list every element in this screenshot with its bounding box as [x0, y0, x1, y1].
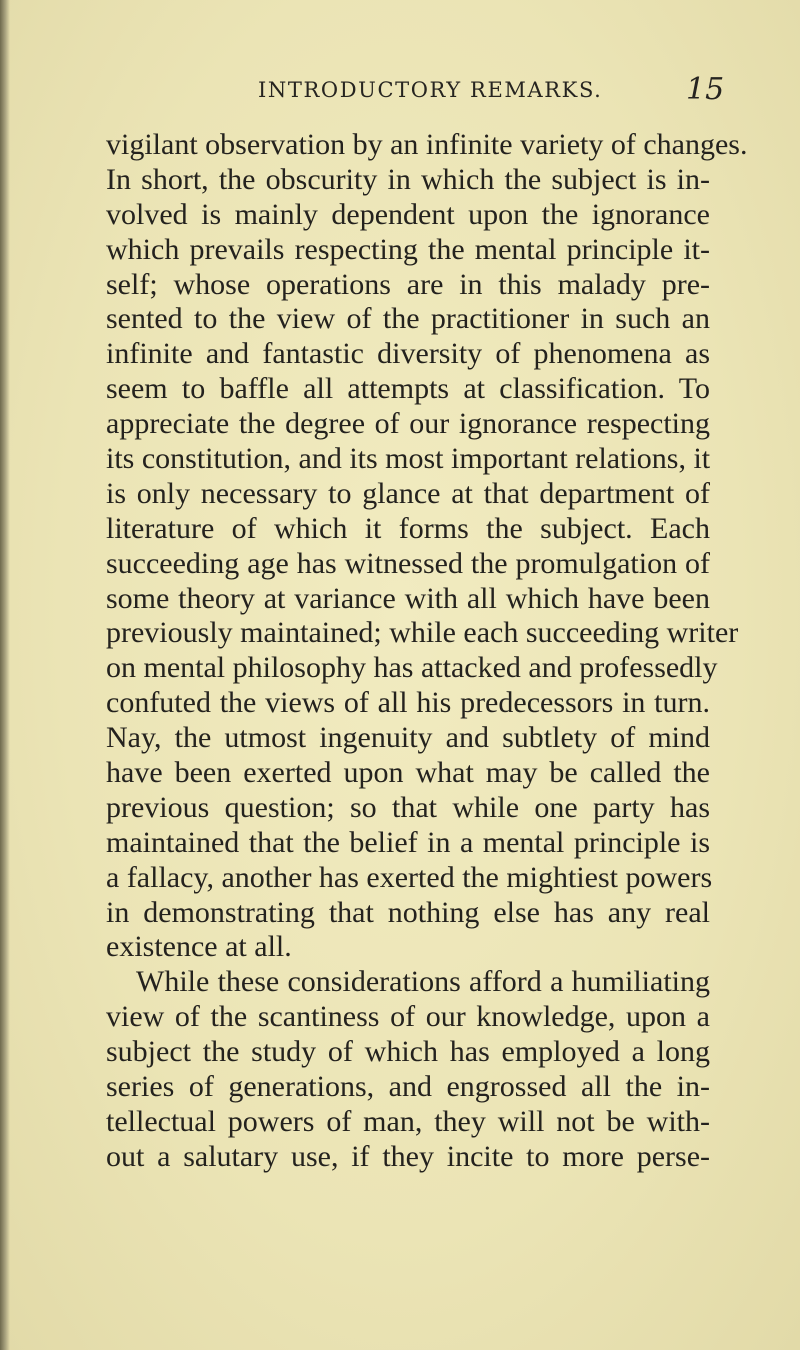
text-line: In short, the obscurity in which the subject is in- [106, 162, 710, 196]
text-line: sented to the view of the practitioner in such an [106, 302, 710, 336]
running-title: INTRODUCTORY REMARKS. [258, 78, 603, 102]
text-line: out a salutary use, if they incite to more perse- [106, 1139, 710, 1173]
text-line: which prevails respecting the mental principle it- [106, 232, 710, 266]
text-line: subject the study of which has employed a long [106, 1035, 710, 1069]
text-line: appreciate the degree of our ignorance respecting [106, 407, 710, 441]
body-text [106, 128, 748, 1175]
text-line: previously maintained; while each succeeding writer [106, 616, 739, 650]
text-line: maintained that the belief in a mental principle is [106, 825, 710, 859]
text-line: some theory at variance with all which have been [106, 581, 710, 615]
text-line: Nay, the utmost ingenuity and subtlety of mind [106, 721, 710, 755]
text-line: existence at all. [106, 930, 292, 964]
text-line: its constitution, and its most important relations, it [106, 442, 711, 476]
page-number: 15 [686, 72, 725, 107]
text-line: in demonstrating that nothing else has any real [106, 895, 710, 929]
text-line: volved is mainly dependent upon the ignorance [106, 197, 710, 231]
text-line: series of generations, and engrossed all the in- [106, 1070, 710, 1104]
text-line: self; whose operations are in this malady pre- [106, 267, 710, 301]
text-line: have been exerted upon what may be called the [106, 756, 710, 790]
running-head [258, 72, 725, 112]
text-line: While these considerations afford a humiliating [136, 965, 710, 999]
text-line: tellectual powers of man, they will not be with- [106, 1104, 710, 1138]
text-line: infinite and fantastic diversity of phenomena as [106, 337, 710, 371]
text-line: confuted the views of all his predecessors in turn. [106, 686, 710, 720]
text-line: previous question; so that while one party has [106, 790, 710, 824]
text-line: seem to baffle all attempts at classification. To [106, 372, 710, 406]
text-line: view of the scantiness of our knowledge, upon a [106, 1000, 710, 1034]
text-line: a fallacy, another has exerted the mightiest powers [106, 860, 713, 894]
text-line: succeeding age has witnessed the promulgation of [106, 546, 710, 580]
book-gutter-shadow [0, 0, 10, 1350]
text-line: is only necessary to glance at that department of [106, 476, 710, 510]
text-line: literature of which it forms the subject. Each [106, 511, 710, 545]
text-line: on mental philosophy has attacked and professedly [106, 651, 718, 685]
text-line: vigilant observation by an infinite variety of changes. [106, 128, 748, 161]
